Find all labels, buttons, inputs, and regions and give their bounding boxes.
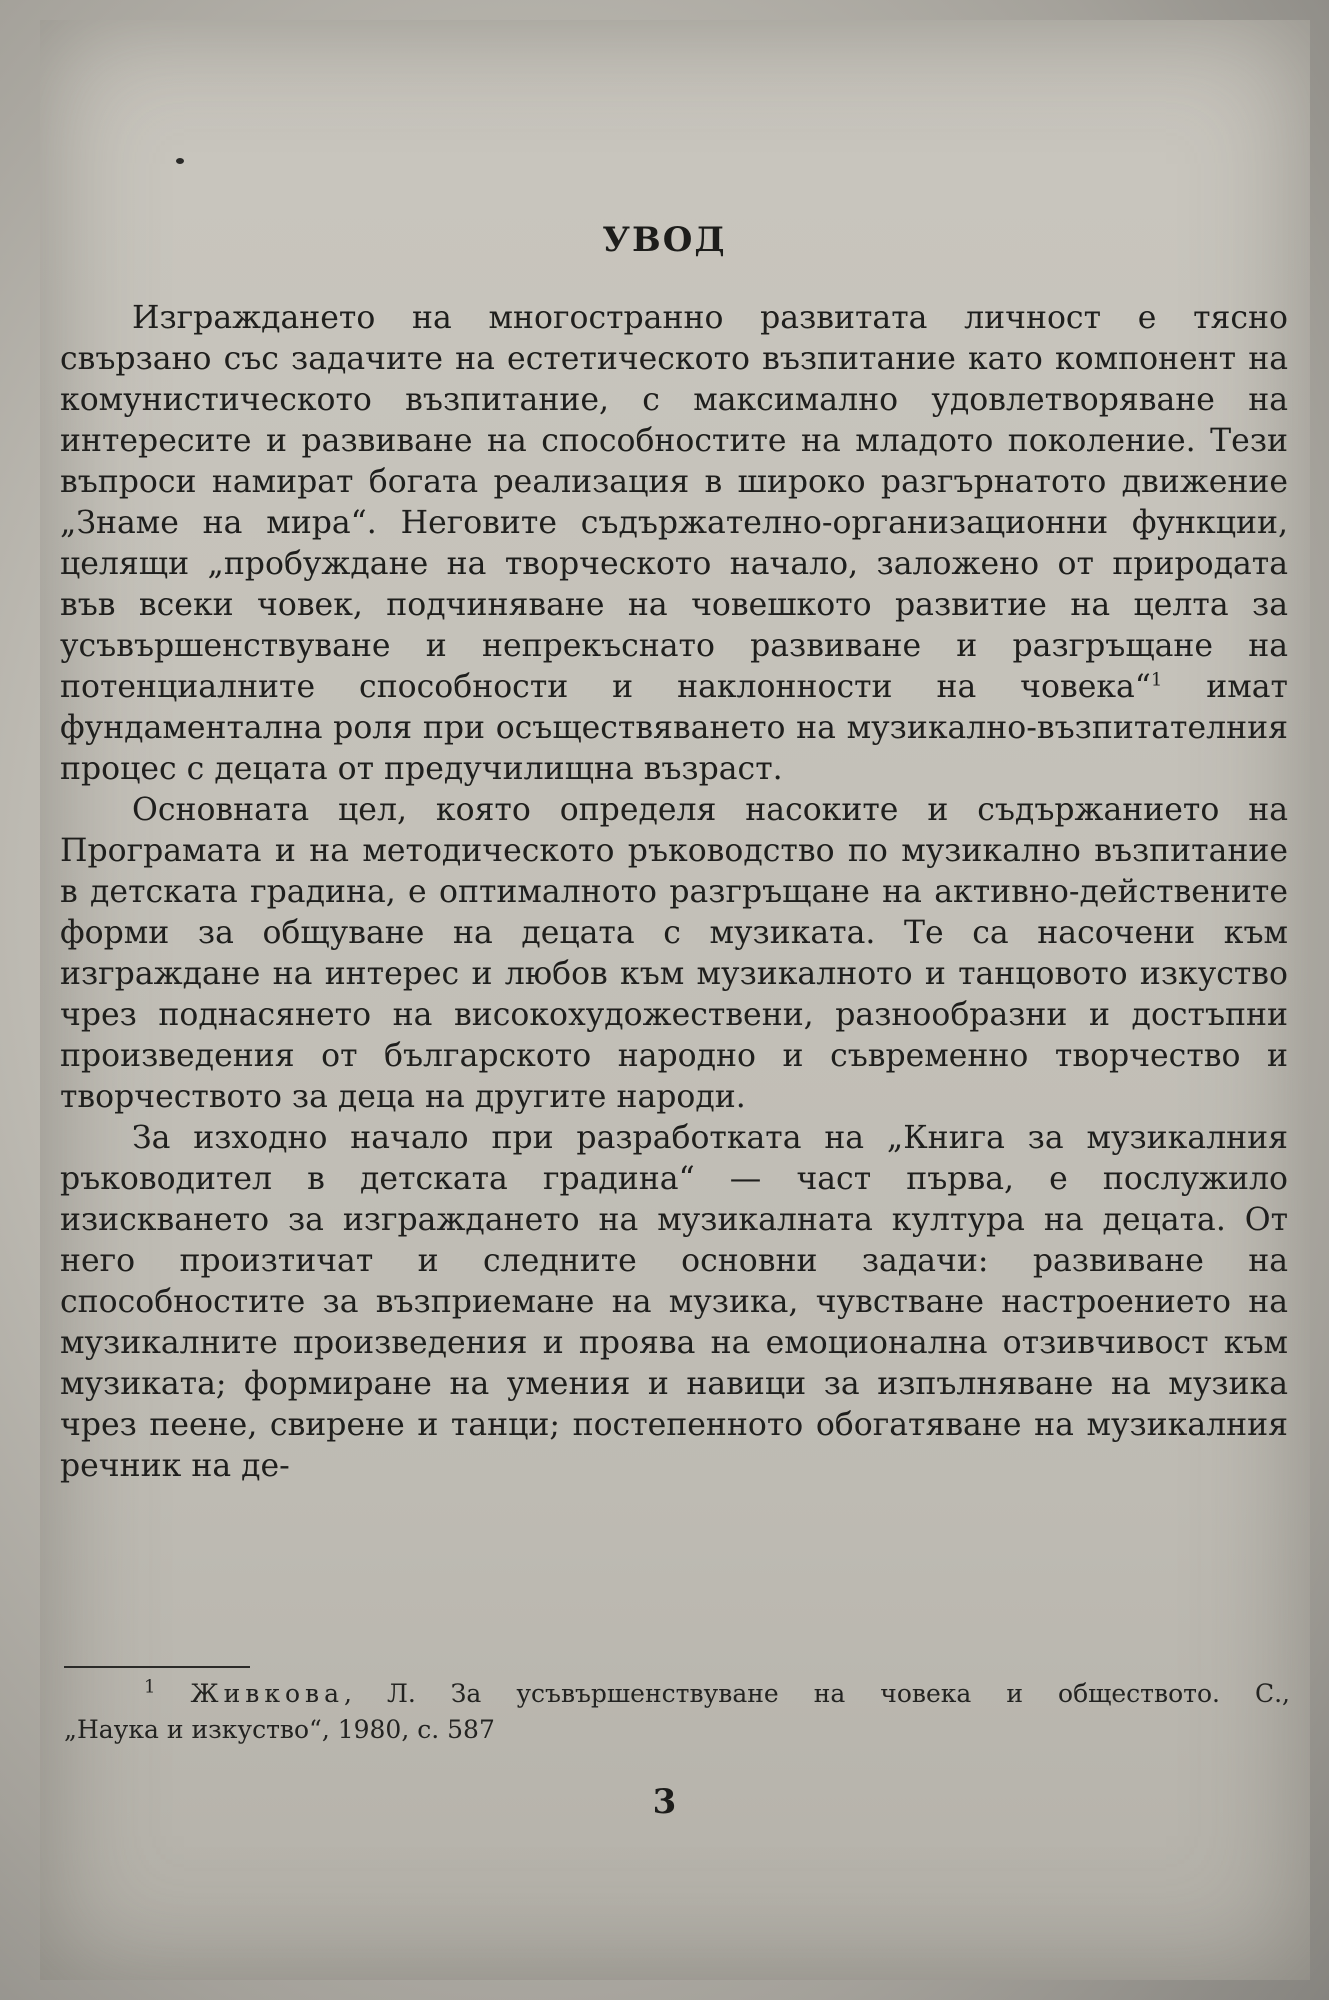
footnote-line-2: „Наука и изкуство“, 1980, с. 587 [64, 1715, 495, 1744]
paragraph-1-text: Изграждането на многостранно развитата личност е тясно свързано със задачите на естетическото възпитание като компонент на комунистическото възпитание, с максимално удовлетворяване на интересите и развиване на способностите на младото поколение. Тези въпроси намират богата реализация в широко разгърнатото движение „Знаме на мира“. Неговите съдържателно-организационни функции, целящи „пробуждане на творческото начало, заложено от природата във всеки човек, подчиняване на човешкото развитие на целта за усъвършенствуване и непрекъснато развиване и разгръщане на потенциалните способности и наклонности на човека“ [60, 300, 1288, 705]
paragraph-2: Основната цел, която определя насоките и съдържанието на Програмата и на методическото ръководство по музикално възпитание в детската градина, е оптималното разгръщане на активно-действените форми за общуване на децата с музиката. Те са насочени към изграждане на интерес и любов към музикалното и танцовото изкуство чрез поднасянето на високохудожествени, разнообразни и достъпни произведения от българското народно и съвременно творчество и творчеството за деца на другите народи. [60, 792, 1288, 1115]
paragraph-3: За изходно начало при разработката на „Книга за музикалния ръководител в детската градина“ — част първа, е послужило изискването за изграждането на музикалната култура на децата. От него произтичат и следните основни задачи: развиване на способностите за възприемане на музика, чувстване настроението на музикалните произведения и проява на емоционална отзивчивост към музиката; формиране на умения и навици за изпълняване на музика чрез пеене, свирене и танци; постепенното обогатяване на музикалния речник на де- [60, 1120, 1288, 1484]
chapter-title: УВОД [602, 220, 727, 260]
footnote-marker: 1 [144, 1676, 156, 1698]
footnote-reference: 1 [1150, 669, 1163, 691]
footnote-divider [64, 1666, 250, 1668]
footnote-line-1 [64, 1676, 1290, 1712]
page-number: 3 [652, 1782, 677, 1822]
ink-mark [176, 158, 184, 164]
footnote-author: Живкова [190, 1679, 344, 1708]
paragraph-1-continuation: имат фундаментална роля при осъществяването на музикално-възпитателния процес с децата от предучилищна възраст. [60, 669, 1288, 787]
footnote-text-1: , Л. За усъвършенствуване на човека и обществото. С., [343, 1679, 1291, 1708]
body-text [60, 298, 1288, 1487]
paragraph-1 [60, 298, 1288, 790]
footnote [64, 1676, 1290, 1748]
